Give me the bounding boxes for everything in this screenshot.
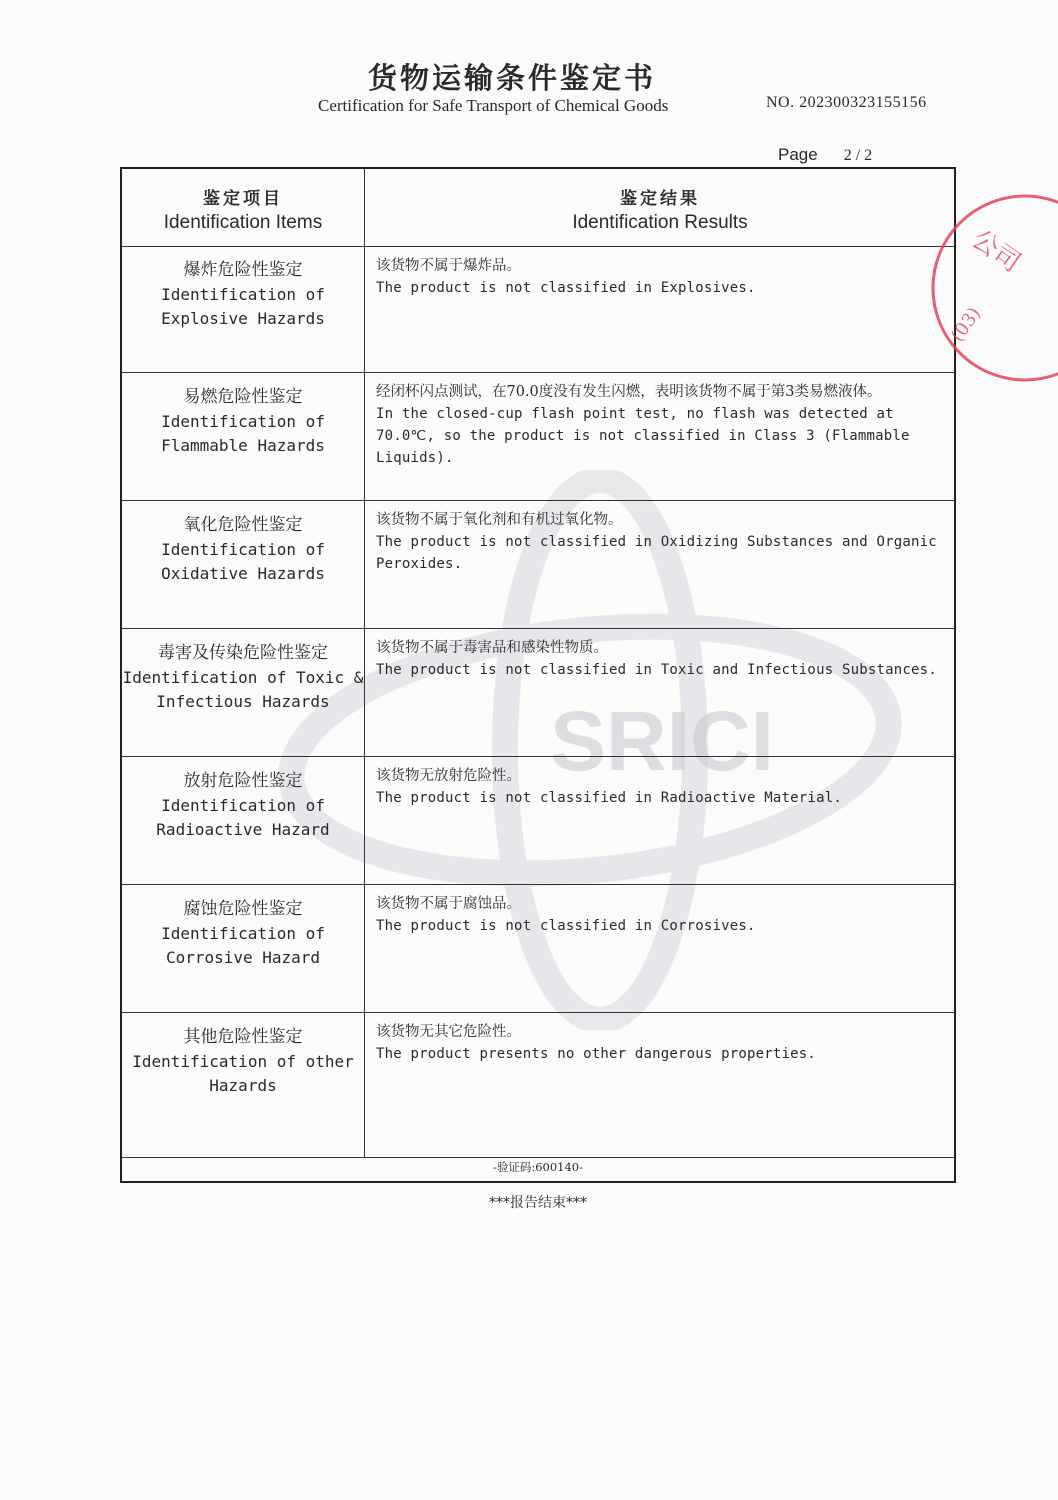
item-label-cn: 爆炸危险性鉴定 bbox=[183, 260, 303, 280]
report-end-note: ***报告结束*** bbox=[489, 1195, 587, 1211]
row-divider bbox=[122, 500, 954, 501]
column-header-results-cn: 鉴定结果 bbox=[620, 189, 700, 209]
result-text-en: The product presents no other dangerous properties. bbox=[376, 1046, 817, 1062]
page-label: Page bbox=[778, 145, 818, 164]
row-divider bbox=[122, 884, 954, 885]
item-label-cn: 放射危险性鉴定 bbox=[183, 771, 303, 791]
item-label-en: Identification of Explosive Hazards bbox=[161, 285, 325, 328]
stamp-number: (03) bbox=[946, 303, 986, 346]
result-text-en: The product is not classified in Radioactive Material. bbox=[376, 790, 842, 806]
result-flammable bbox=[376, 381, 948, 469]
result-text-en: The product is not classified in Corrosives. bbox=[376, 918, 756, 934]
page-indicator bbox=[778, 145, 872, 165]
result-text-cn: 经闭杯闪点测试，在70.0度没有发生闪燃，表明该货物不属于第3类易燃液体。 bbox=[376, 384, 882, 400]
item-label-en: Identification of Corrosive Hazard bbox=[161, 924, 325, 967]
result-corrosive bbox=[376, 893, 948, 937]
item-label-en: Identification of Toxic & Infectious Hazards bbox=[122, 668, 364, 711]
result-text-en: The product is not classified in Toxic and Infectious Substances. bbox=[376, 662, 937, 678]
item-label-cn: 氧化危险性鉴定 bbox=[183, 515, 303, 535]
result-text-cn: 该货物不属于腐蚀品。 bbox=[376, 896, 521, 912]
item-flammable bbox=[122, 385, 364, 458]
item-label-en: Identification of Flammable Hazards bbox=[161, 412, 325, 455]
document-title-cn: 货物运输条件鉴定书 bbox=[367, 61, 656, 95]
column-header-items bbox=[122, 184, 364, 234]
item-label-cn: 腐蚀危险性鉴定 bbox=[183, 899, 303, 919]
item-oxidative bbox=[122, 513, 364, 586]
item-toxic-infectious bbox=[122, 641, 364, 714]
stamp-text: 公司 bbox=[965, 224, 1026, 279]
verification-code: -验证码:600140- bbox=[492, 1160, 584, 1174]
item-radioactive bbox=[122, 769, 364, 842]
row-divider bbox=[122, 246, 954, 247]
watermark-text: SRICI bbox=[550, 694, 775, 788]
document-number: NO. 202300323155156 bbox=[766, 94, 927, 111]
column-header-items-en: Identification Items bbox=[163, 212, 323, 233]
item-label-en: Identification of Oxidative Hazards bbox=[161, 540, 325, 583]
result-text-en: In the closed-cup flash point test, no flash was detected at 70.0℃, so the product is not classified in Class 3 (Flammable Liquids). bbox=[376, 406, 910, 466]
result-text-cn: 该货物不属于爆炸品。 bbox=[376, 258, 521, 274]
row-divider bbox=[122, 756, 954, 757]
item-other bbox=[122, 1025, 364, 1098]
result-text-cn: 该货物不属于毒害品和感染性物质。 bbox=[376, 640, 608, 656]
item-label-cn: 其他危险性鉴定 bbox=[183, 1027, 303, 1047]
result-text-en: The product is not classified in Oxidizing Substances and Organic Peroxides. bbox=[376, 534, 937, 572]
item-corrosive bbox=[122, 897, 364, 970]
result-text-cn: 该货物不属于氧化剂和有机过氧化物。 bbox=[376, 512, 623, 528]
result-oxidative bbox=[376, 509, 948, 575]
result-other bbox=[376, 1021, 948, 1065]
column-header-results-en: Identification Results bbox=[572, 212, 748, 233]
row-divider bbox=[122, 372, 954, 373]
item-label-cn: 易燃危险性鉴定 bbox=[183, 387, 303, 407]
result-explosive bbox=[376, 255, 948, 299]
item-label-en: Identification of Radioactive Hazard bbox=[156, 796, 330, 839]
result-text-cn: 该货物无放射危险性。 bbox=[376, 768, 521, 784]
document-title-en: Certification for Safe Transport of Chemical Goods bbox=[318, 96, 669, 115]
column-divider bbox=[364, 169, 365, 1157]
item-label-en: Identification of other Hazards bbox=[132, 1052, 354, 1095]
item-explosive bbox=[122, 258, 364, 331]
footer-divider bbox=[122, 1157, 954, 1158]
item-label-cn: 毒害及传染危险性鉴定 bbox=[158, 643, 328, 663]
column-header-results bbox=[366, 184, 954, 234]
row-divider bbox=[122, 628, 954, 629]
page-number: 2 / 2 bbox=[843, 147, 873, 164]
column-header-items-cn: 鉴定项目 bbox=[203, 189, 283, 209]
result-radioactive bbox=[376, 765, 948, 809]
row-divider bbox=[122, 1012, 954, 1013]
result-text-cn: 该货物无其它危险性。 bbox=[376, 1024, 521, 1040]
result-text-en: The product is not classified in Explosives. bbox=[376, 280, 756, 296]
result-toxic-infectious bbox=[376, 637, 948, 681]
